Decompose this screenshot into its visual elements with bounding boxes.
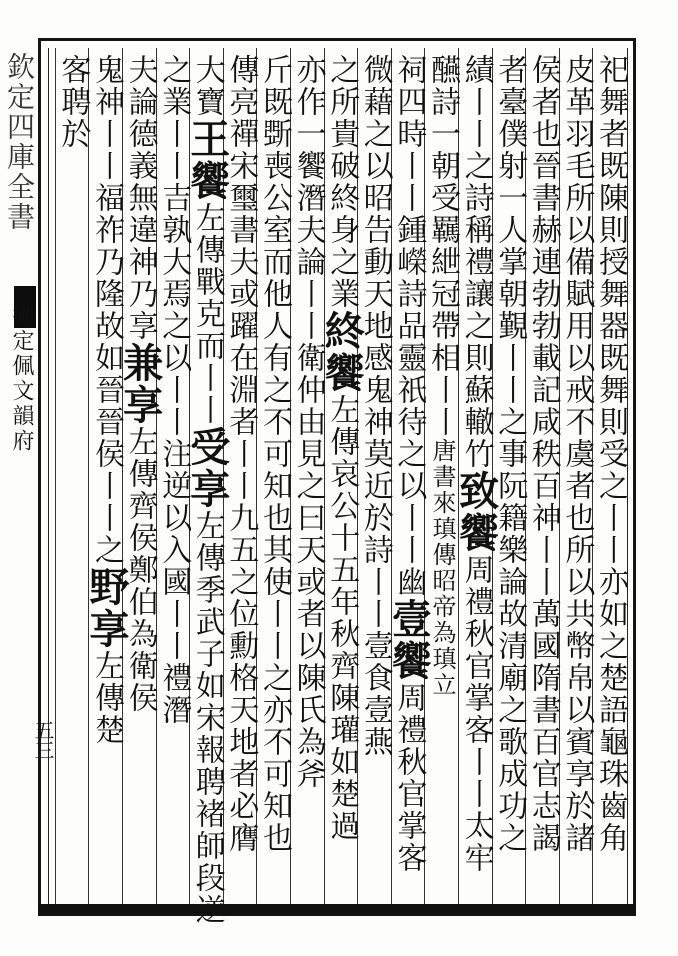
text-run: 者臺僕射一人掌朝覲丨丨之事阮籍樂論故清廟之歌成功之 xyxy=(492,54,528,854)
text-run: 醼詩一朝受羈紲冠帶相丨丨 xyxy=(424,54,460,438)
text-run: 左傳季武子如宋報聘褚師段逆 xyxy=(189,510,225,926)
page-number: 五三 xyxy=(31,720,55,760)
text-column xyxy=(56,54,89,150)
margin-book-title: 欽定四庫全書 xyxy=(3,52,36,232)
text-run: 斤既斲喪公室而他人有之不可知也其使丨丨之亦不可知也 xyxy=(256,54,292,854)
headword: 野享 xyxy=(82,566,130,650)
text-run: 左傳戰克而丨丨 xyxy=(189,202,225,426)
text-run: 績丨丨之詩稱禮讓之則蘇轍竹 xyxy=(458,54,494,470)
text-column xyxy=(183,54,231,926)
text-column xyxy=(82,54,130,746)
headword: 兼享 xyxy=(116,342,164,426)
text-run: 左傳哀公十五年秋齊陳瓘如楚過 xyxy=(324,394,360,842)
text-column xyxy=(358,54,391,758)
text-column xyxy=(493,54,526,854)
text-column xyxy=(593,54,626,854)
text-run: 祀舞者既陳則授舞器既舞則受之丨丨亦如之楚語龜珠齒角 xyxy=(592,54,628,854)
text-run: 祠四時丨丨鍾嶸詩品靈祇待之以丨丨幽 xyxy=(391,54,427,598)
column-rule xyxy=(55,48,56,904)
headword: 受享 xyxy=(183,426,231,510)
text-run: 之業丨丨吉孰大焉之以丨丨注逆以入國丨丨禮潛 xyxy=(156,54,192,726)
annotation: 唐書來瑱傳昭帝為瑱立 xyxy=(427,438,456,698)
bottom-rule xyxy=(38,904,636,914)
headword: 王饗 xyxy=(183,118,231,202)
text-run: 周禮秋官掌客 xyxy=(391,682,427,874)
text-column xyxy=(257,54,290,854)
headword: 壹饗 xyxy=(385,598,433,682)
text-run: 侯者也晉書赫連勃勃載記咸秩百神丨丨萬國隋書百官志謁 xyxy=(525,54,561,854)
text-column xyxy=(291,54,324,790)
text-run: 周禮秋官掌客丨丨太牢 xyxy=(458,554,494,874)
text-run: 客聘於 xyxy=(55,54,91,150)
text-run: 夫論德義無違神乃享 xyxy=(122,54,158,342)
text-column xyxy=(526,54,559,854)
text-run: 之所貴破終身之業 xyxy=(324,54,360,310)
headword: 致饗 xyxy=(452,470,500,554)
text-run: 微藉之以昭告動天地感鬼神莫近於詩丨丨壹食壹燕 xyxy=(357,54,393,758)
text-run: 左傳楚 xyxy=(88,650,124,746)
headword: 終饗 xyxy=(318,310,366,394)
text-run: 亦作一饗潛夫論丨丨衛仲由見之曰天或者以陳氏為斧 xyxy=(290,54,326,790)
text-run: 大寶 xyxy=(189,54,225,118)
text-column xyxy=(560,54,593,854)
text-column xyxy=(385,54,433,874)
text-run: 傳亮禪宋璽書夫或躍在淵者丨丨九五之位勳格天地者必膺 xyxy=(223,54,259,854)
text-column xyxy=(318,54,366,842)
text-run: 左傳齊侯鄭伯為衛侯 xyxy=(122,426,158,714)
text-column xyxy=(452,54,500,874)
text-run: 鬼神丨丨福祚乃隆故如晉晉侯丨丨之 xyxy=(88,54,124,566)
margin-section-title: 御定佩文韻府 xyxy=(9,304,34,454)
text-run: 皮革羽毛所以備賦用以戒不虞者也所以共幣帛以賓享於諸 xyxy=(559,54,595,854)
